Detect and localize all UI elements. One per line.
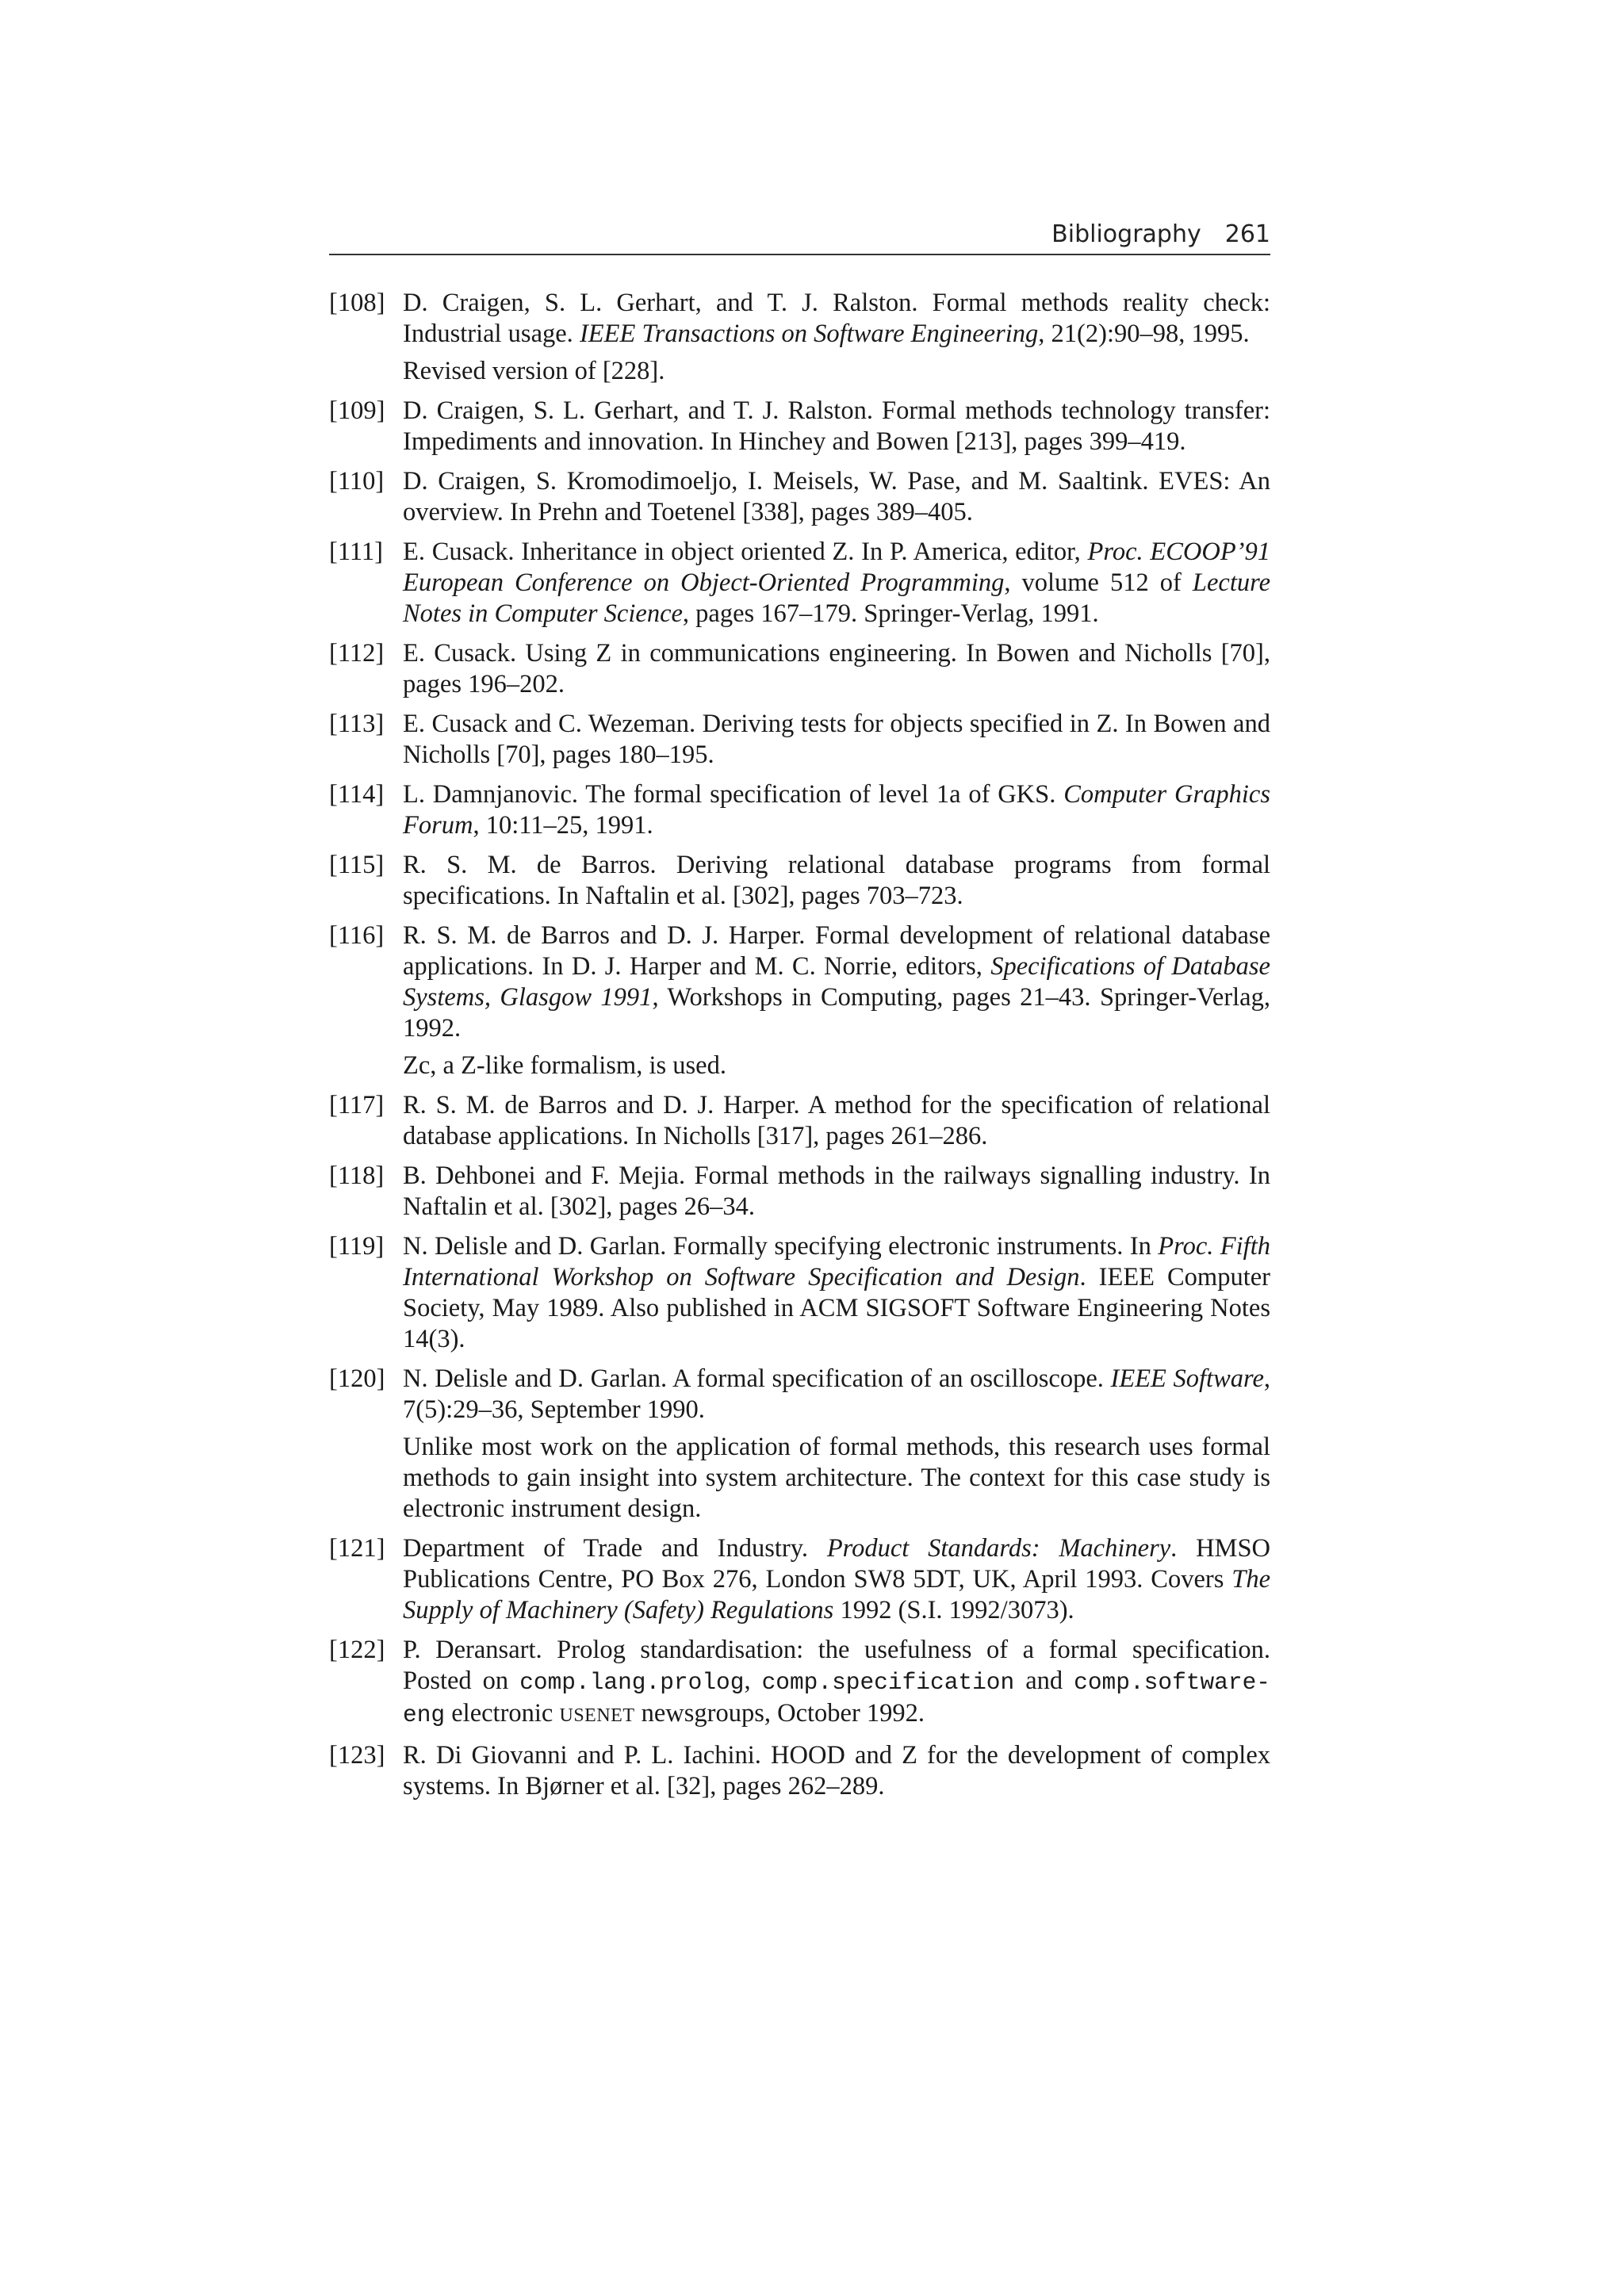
- citation-text: , volume 512 of: [1004, 568, 1193, 597]
- citation-text: E. Cusack. Using Z in communications engineering. In Bowen and Nicholls [70], pages 196–202.: [403, 639, 1270, 698]
- citation-text: R. S. M. de Barros and D. J. Harper. Formal development of relational database applications. In D. J. Harper and M. C. Norrie, editors,: [403, 921, 1270, 981]
- newsgroup-name: comp.lang.prolog: [519, 1669, 745, 1696]
- citation-text: , 10:11–25, 1991.: [473, 811, 653, 840]
- entry-citation: [403, 1740, 1270, 1802]
- bib-entry: [329, 1635, 1270, 1732]
- entry-annotation: Unlike most work on the application of formal methods, this research uses formal methods to gain insight into system architecture. The context for this case study is electronic instrument design.: [403, 1433, 1270, 1523]
- entry-number: [118]: [329, 1161, 385, 1190]
- page-number: 261: [1224, 220, 1270, 248]
- entry-citation: [403, 1635, 1270, 1732]
- newsgroup-name: comp.specification: [761, 1669, 1015, 1696]
- bib-entry: [329, 920, 1270, 1081]
- entry-number: [110]: [329, 467, 385, 496]
- italic-title: Product Standards: Machinery: [826, 1534, 1171, 1563]
- bibliography-list: [329, 288, 1270, 1811]
- entry-number: [121]: [329, 1534, 385, 1563]
- bib-entry: [329, 850, 1270, 912]
- entry-number: [114]: [329, 780, 385, 809]
- italic-title: Computer Graphics Forum: [403, 780, 1270, 840]
- citation-text: R. S. M. de Barros. Deriving relational database programs from formal specifications. In Naftalin et al. [302], pages 703–723.: [403, 851, 1270, 910]
- citation-text: ,: [744, 1667, 762, 1695]
- entry-citation: [403, 288, 1270, 350]
- citation-text: electronic: [445, 1699, 560, 1728]
- entry-number: [115]: [329, 851, 385, 879]
- running-header: [329, 212, 1270, 255]
- citation-text: , Workshops in Computing, pages 21–43. Springer-Verlag, 1992.: [403, 983, 1270, 1043]
- bib-entry: [329, 466, 1270, 528]
- header-title: Bibliography: [1051, 220, 1201, 248]
- entry-citation: [403, 1533, 1270, 1626]
- entry-citation: [403, 638, 1270, 700]
- italic-title: The Supply of Machinery (Safety) Regulations: [403, 1565, 1270, 1624]
- citation-text: R. Di Giovanni and P. L. Iachini. HOOD and Z for the development of complex systems. In Bjørner et al. [32], pages 262–289.: [403, 1741, 1270, 1800]
- entry-citation: [403, 537, 1270, 629]
- entry-number: [117]: [329, 1091, 385, 1119]
- bib-entry: [329, 1090, 1270, 1152]
- entry-number: [108]: [329, 289, 385, 317]
- newsgroup-name: comp.software-eng: [403, 1669, 1270, 1728]
- entry-number: [123]: [329, 1741, 385, 1770]
- citation-text: , 21(2):90–98, 1995.: [1038, 320, 1250, 348]
- bib-entry: [329, 1364, 1270, 1525]
- entry-citation: [403, 920, 1270, 1044]
- bib-entry: [329, 1161, 1270, 1223]
- citation-text: and: [1014, 1667, 1074, 1695]
- citation-text: , 7(5):29–36, September 1990.: [403, 1364, 1270, 1424]
- entry-number: [120]: [329, 1364, 385, 1393]
- citation-text: B. Dehbonei and F. Mejia. Formal methods in the railways signalling industry. In Naftalin et al. [302], pages 26–34.: [403, 1161, 1270, 1221]
- entry-number: [122]: [329, 1636, 385, 1664]
- italic-title: Proc. ECOOP’91 European Conference on Object-Oriented Programming: [403, 538, 1270, 597]
- citation-text: P. Deransart. Prolog standardisation: the usefulness of a formal specification. Posted on: [403, 1636, 1270, 1695]
- entry-number: [111]: [329, 538, 383, 566]
- entry-citation: [403, 1161, 1270, 1223]
- bib-entry: [329, 288, 1270, 387]
- citation-text: newsgroups, October 1992.: [634, 1699, 925, 1728]
- bib-entry: [329, 1533, 1270, 1626]
- citation-text: N. Delisle and D. Garlan. A formal specification of an oscilloscope.: [403, 1364, 1111, 1393]
- entry-citation: [403, 466, 1270, 528]
- entry-citation: [403, 1090, 1270, 1152]
- citation-text: , pages 167–179. Springer-Verlag, 1991.: [682, 599, 1099, 628]
- italic-title: Specifications of Database Systems, Glasgow 1991: [403, 952, 1270, 1012]
- bib-entry: [329, 709, 1270, 771]
- bib-entry: [329, 537, 1270, 629]
- entry-citation: [403, 850, 1270, 912]
- citation-text: D. Craigen, S. L. Gerhart, and T. J. Ralston. Formal methods technology transfer: Impediments and innovation. In Hinchey and Bowen [213], pages 399–419.: [403, 396, 1270, 456]
- bib-entry: [329, 779, 1270, 841]
- citation-text: D. Craigen, S. L. Gerhart, and T. J. Ralston. Formal methods reality check: Industrial usage.: [403, 289, 1270, 348]
- bib-entry: [329, 396, 1270, 457]
- citation-text: USENET: [559, 1705, 635, 1726]
- italic-title: Proc. Fifth International Workshop on Software Specification and Design: [403, 1232, 1270, 1292]
- citation-text: N. Delisle and D. Garlan. Formally specifying electronic instruments. In: [403, 1232, 1159, 1261]
- citation-text: Department of Trade and Industry.: [403, 1534, 827, 1563]
- citation-text: L. Damnjanovic. The formal specification of level 1a of GKS.: [403, 780, 1064, 809]
- entry-number: [119]: [329, 1232, 385, 1261]
- citation-text: . IEEE Computer Society, May 1989. Also published in ACM SIGSOFT Software Engineering Notes 14(3).: [403, 1263, 1270, 1353]
- citation-text: E. Cusack. Inheritance in object oriented Z. In P. America, editor,: [403, 538, 1088, 566]
- italic-title: Lecture Notes in Computer Science: [403, 568, 1270, 628]
- entry-number: [113]: [329, 710, 385, 738]
- citation-text: D. Craigen, S. Kromodimoeljo, I. Meisels, W. Pase, and M. Saaltink. EVES: An overview. In Prehn and Toetenel [338], pages 389–405.: [403, 467, 1270, 526]
- entry-citation: [403, 1231, 1270, 1355]
- citation-text: E. Cusack and C. Wezeman. Deriving tests for objects specified in Z. In Bowen and Nicholls [70], pages 180–195.: [403, 710, 1270, 769]
- entry-citation: [403, 396, 1270, 457]
- entry-annotation: Zc, a Z-like formalism, is used.: [403, 1051, 726, 1080]
- bib-entry: [329, 638, 1270, 700]
- entry-citation: [403, 709, 1270, 771]
- citation-text: R. S. M. de Barros and D. J. Harper. A method for the specification of relational database applications. In Nicholls [317], pages 261–286.: [403, 1091, 1270, 1150]
- entry-number: [112]: [329, 639, 385, 668]
- bib-entry: [329, 1740, 1270, 1802]
- entry-number: [109]: [329, 396, 385, 425]
- entry-annotation: Revised version of [228].: [403, 357, 665, 385]
- italic-title: IEEE Transactions on Software Engineering: [579, 320, 1039, 348]
- italic-title: IEEE Software: [1110, 1364, 1264, 1393]
- entry-citation: [403, 1364, 1270, 1425]
- entry-number: [116]: [329, 921, 385, 950]
- bib-entry: [329, 1231, 1270, 1355]
- citation-text: 1992 (S.I. 1992/3073).: [833, 1596, 1074, 1624]
- citation-text: . HMSO Publications Centre, PO Box 276, London SW8 5DT, UK, April 1993. Covers: [403, 1534, 1270, 1594]
- entry-citation: [403, 779, 1270, 841]
